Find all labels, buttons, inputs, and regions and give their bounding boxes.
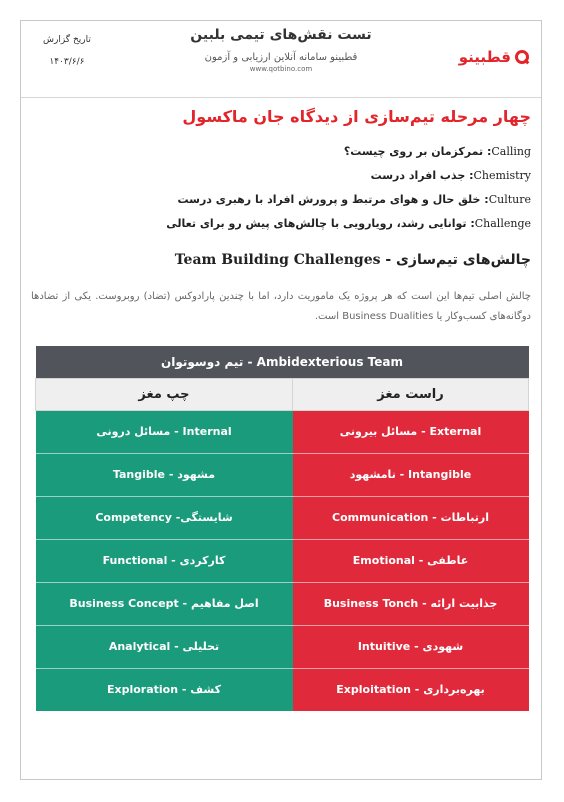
table-row <box>36 582 529 625</box>
left-cell: Competency -شایستگی <box>36 496 293 539</box>
right-cell: Emotional - عاطفی <box>293 539 529 582</box>
report-page <box>20 20 542 780</box>
stage-term: Culture <box>488 193 531 206</box>
brand-logo <box>459 48 529 66</box>
right-cell: مسائل بیرونی - External <box>293 410 529 453</box>
left-cell: Business Concept - اصل مفاهیم <box>36 582 293 625</box>
table-row <box>36 410 529 453</box>
table-row <box>36 496 529 539</box>
left-brain-header: چپ مغز <box>36 378 293 410</box>
header-center <box>151 27 411 73</box>
stage-item <box>41 191 531 215</box>
report-info <box>43 35 91 67</box>
challenges-paragraph: چالش اصلی تیم‌ها این است که هر پروژه یک ماموریت دارد، اما با چندین پارادوکس (تضاد) روبروست. یکی از تضادها دوگانه‌های کسب‌وکار یا Business Dualities است. <box>31 291 531 322</box>
table-row <box>36 668 529 711</box>
stage-term: Calling <box>491 145 531 158</box>
stage-desc: : جذب افراد درست <box>370 169 474 182</box>
right-brain-header: راست مغز <box>293 378 529 410</box>
heading-fa: چالش‌های تیم‌سازی - <box>380 252 531 268</box>
left-cell: Exploration - کشف <box>36 668 293 711</box>
qotbino-logo-icon <box>515 50 529 64</box>
ambidextrous-table <box>35 346 529 712</box>
brand-name: قطبینو <box>458 48 511 66</box>
right-cell: Intuitive - شهودی <box>293 625 529 668</box>
right-cell: نامشهود - Intangible <box>293 453 529 496</box>
right-cell: Exploitation - بهره‌برداری <box>293 668 529 711</box>
stage-term: Challenge <box>474 217 531 230</box>
stage-desc: : توانایی رشد، رویارویی با چالش‌های پیش رو برای تعالی <box>166 217 475 230</box>
left-cell: Analytical - تحلیلی <box>36 625 293 668</box>
heading-en: Team Building Challenges <box>174 252 381 268</box>
report-date-label: تاریخ گزارش <box>43 35 91 45</box>
left-cell: Tangible - مشهود <box>36 453 293 496</box>
left-cell: مسائل درونی - Internal <box>36 410 293 453</box>
stages-list <box>41 143 531 239</box>
section-heading-stages: چهار مرحله تیم‌سازی از دیدگاه جان ماکسول <box>182 107 531 126</box>
left-cell: Functional - کارکردی <box>36 539 293 582</box>
document-title: تست نقش‌های تیمی بلبین <box>190 27 372 43</box>
stage-item <box>41 143 531 167</box>
stage-desc: : تمرکزمان بر روی چیست؟ <box>343 145 492 158</box>
stage-item <box>41 167 531 191</box>
table-title: تیم دوسوتوان - Ambidexterious Team <box>36 346 529 378</box>
stage-term: Chemistry <box>473 169 531 182</box>
document-subtitle: قطبینو سامانه آنلاین ارزیابی و آزمون <box>204 52 358 63</box>
table-row <box>36 453 529 496</box>
page-header <box>21 21 541 98</box>
table-row <box>36 625 529 668</box>
right-cell: Communication - ارتباطات <box>293 496 529 539</box>
right-cell: Business Tonch - جذابیت ارائه <box>293 582 529 625</box>
section-heading-challenges <box>175 252 531 268</box>
website-url: www.qotbino.com <box>249 65 313 73</box>
stage-item <box>41 215 531 239</box>
stage-desc: : خلق حال و هوای مرتبط و پرورش افراد با رهبری درست <box>177 193 489 206</box>
report-date: ۱۴۰۳/۶/۶ <box>49 57 85 67</box>
table-row <box>36 539 529 582</box>
